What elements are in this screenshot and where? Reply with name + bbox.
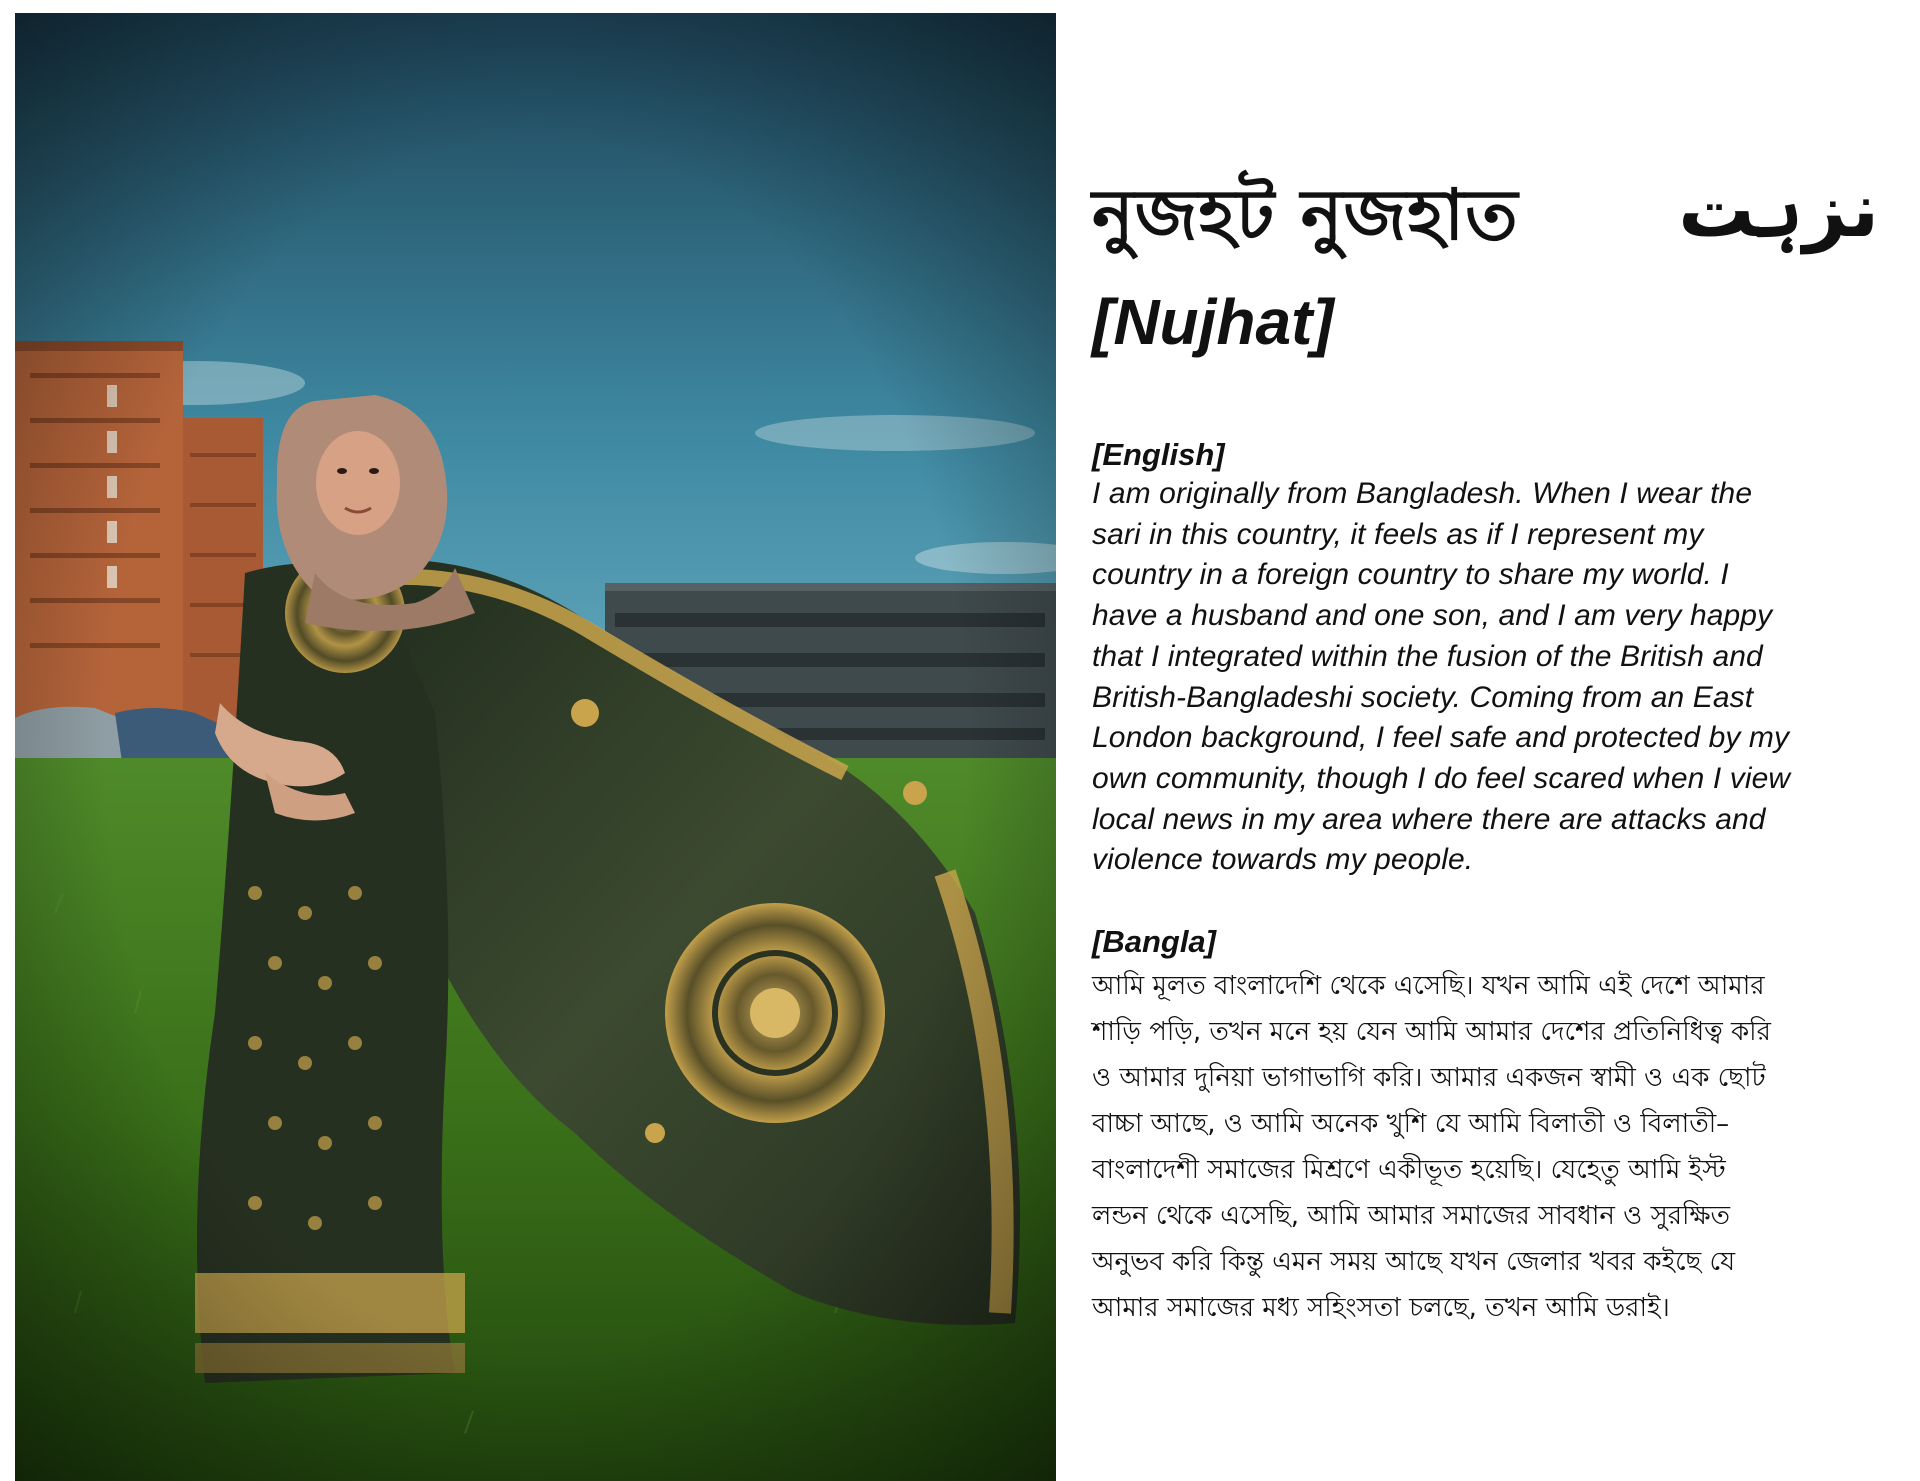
title-line [1092,150,1907,270]
english-line: violence towards my people. [1092,843,1474,877]
bangla-line: লন্ডন থেকে এসেছি, আমি আমার সমাজের সাবধান ও সুরক্ষিত [1092,1201,1731,1232]
title-latin: [Nujhat] [1092,286,1334,358]
bangla-line: আমি মূলত বাংলাদেশি থেকে এসেছি। যখন আমি এই দেশে আমার [1092,971,1765,1002]
bangla-line: শাড়ি পড়ি, তখন মনে হয় যেন আমি আমার দেশের প্রতিনিধিত্ব করি [1092,1017,1771,1048]
bangla-line: আমার সমাজের মধ্য সহিংসতা চলছে, তখন আমি ডরাই। [1092,1293,1670,1324]
english-label: [English] [1092,437,1225,472]
english-line: British-Bangladeshi society. Coming from an East [1092,680,1754,714]
english-line: I am originally from Bangladesh. When I wear the [1092,477,1753,510]
english-line: London background, I feel safe and protected by my [1092,721,1790,755]
english-line: own community, though I do feel scared when I view [1092,761,1791,795]
english-line: country in a foreign country to share my world. I [1092,558,1729,592]
bangla-label: [Bangla] [1092,924,1216,960]
bangla-line: বাচ্চা আছে, ও আমি অনেক খুশি যে আমি বিলাতী ও বিলাতী– [1092,1109,1730,1140]
bangla-line: অনুভব করি কিন্তু এমন সময় আছে যখন জেলার খবর কইছে যে [1092,1247,1736,1278]
bangla-line: ও আমার দুনিয়া ভাগাভাগি করি। আমার একজন স্বামী ও এক ছোট [1092,1063,1766,1094]
caption-panel [1092,150,1907,1331]
english-line: sari in this country, it feels as if I represent my [1092,517,1704,551]
bangla-text [1092,963,1907,1331]
bangla-line: বাংলাদেশী সমাজের মিশ্রণে একীভূত হয়েছি। যেহেতু আমি ইস্ট [1092,1155,1726,1186]
english-line: local news in my area where there are attacks and [1092,802,1766,836]
english-line: that I integrated within the fusion of the British and [1092,639,1763,673]
english-text [1092,474,1907,881]
title-bangla: নুজহট নুজহাত [1092,174,1519,256]
portrait-photo [15,13,1056,1481]
english-line: have a husband and one son, and I am very happy [1092,599,1773,633]
title-urdu: نزہت [1678,165,1879,254]
